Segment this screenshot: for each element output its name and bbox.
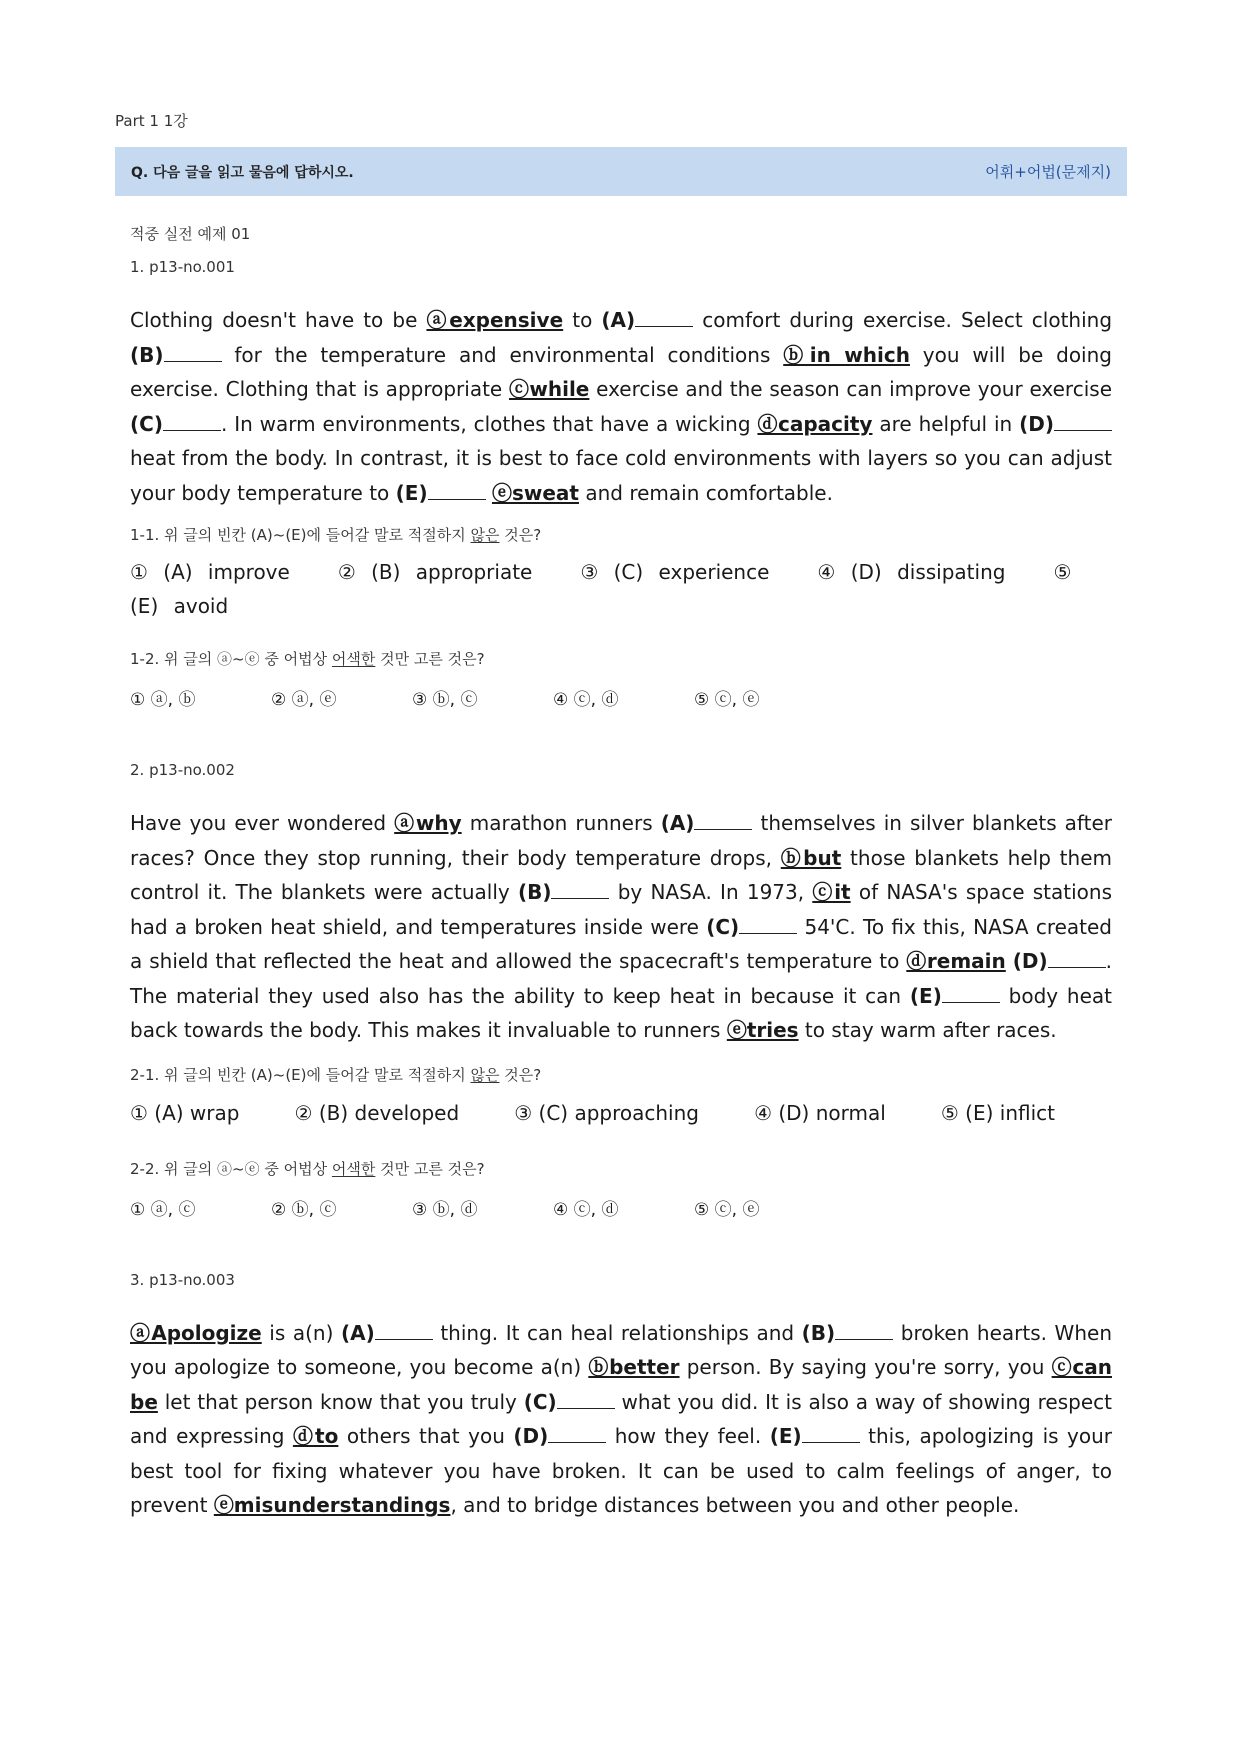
- blank-label: (A): [660, 811, 695, 835]
- answer-blank: [694, 813, 752, 830]
- answer-choices: [130, 555, 1112, 623]
- worksheet-content: [130, 222, 1112, 1523]
- blank-label: (B): [130, 342, 164, 367]
- answer-blank: [375, 1323, 433, 1340]
- answer-blank: [164, 345, 222, 362]
- answer-choice: ⑤ (E) inflict: [940, 1100, 1055, 1125]
- passage-text: ⓐApologize is a(n) (A) thing. It can heal relationships and (B) broken hearts. When you apologize to someone, you become a(n) ⓑbetter person. By saying you're sorry, you ⓒcan be let that person know that you truly (C) what you did. It is also a way of showing respect and expressing ⓓto others that you (D) how they feel. (E) this, apologizing is your best tool for fixing whatever you have broken. It can be used to calm feelings of anger, to prevent ⓔmisunderstandings, and to bridge distances between you and other people.: [130, 1320, 1113, 1517]
- answer-choice: ① (A) wrap: [130, 1100, 240, 1125]
- answer-choice: ④ ⓒ, ⓓ: [553, 690, 619, 710]
- answer-blank: [548, 1426, 606, 1443]
- passage-text: Have you ever wondered ⓐwhy marathon runners (A) themselves in silver blankets after races? Once they stop running, their body temperature drops, ⓑbut those blankets help them control it. The blankets were actually (B) by NASA. In 1973, ⓒit of NASA's space stations had a broken heat shield, and temperatures inside were (C) 54'C. To fix this, NASA created a shield that reflected the heat and allowed the spacecraft's temperature to ⓓremain (D) . The material they used also has the ability to keep heat in because it can (E) body heat back towards the body. This makes it invaluable to runners ⓔtries to stay warm after races.: [130, 811, 1113, 1042]
- answer-choice: ④ ⓒ, ⓓ: [553, 1199, 619, 1220]
- blank-label: (E): [395, 480, 428, 505]
- marked-word: ⓓto: [292, 1424, 339, 1448]
- answer-blank: [1048, 951, 1106, 968]
- marked-word: ⓐApologize: [130, 1320, 262, 1345]
- marked-word: ⓓcapacity: [757, 411, 873, 436]
- set-title: 적중 실전 예제 01: [130, 225, 251, 243]
- marked-word: ⓑbut: [780, 845, 842, 870]
- blank-label: (D): [513, 1424, 549, 1448]
- blank-label: (A): [340, 1320, 375, 1345]
- emphasis-word: 않은: [470, 1065, 500, 1084]
- blank-label: (B): [801, 1320, 836, 1345]
- sub-question-prompt: 1-1. 위 글의 빈칸 (A)~(E)에 들어갈 말로 적절하지 않은 것은?: [130, 526, 542, 544]
- emphasis-word: 어색한: [331, 650, 376, 668]
- answer-choice: ⑤ ⓒ, ⓔ: [694, 1199, 760, 1220]
- answer-choice: ④ (D) dissipating: [817, 560, 1006, 584]
- answer-blank: [739, 917, 797, 934]
- blank-label: (C): [706, 914, 740, 939]
- answer-choice: ③ (C) approaching: [514, 1100, 699, 1125]
- emphasis-word: 않은: [470, 526, 500, 544]
- marked-word: ⓒwhile: [508, 377, 590, 401]
- sub-question-prompt: 2-1. 위 글의 빈칸 (A)~(E)에 들어갈 말로 적절하지 않은 것은?: [130, 1065, 542, 1084]
- worksheet-type-tag: 어휘+어법(문제지): [985, 163, 1111, 181]
- answer-blank: [1054, 414, 1112, 431]
- answer-choice: ⑤ (E) avoid: [130, 560, 1072, 618]
- answer-choice: ③ ⓑ, ⓒ: [412, 690, 478, 710]
- marked-word: ⓓremain: [906, 949, 1006, 973]
- answer-choice: ① ⓐ, ⓒ: [130, 1199, 196, 1220]
- sub-question-prompt: 2-2. 위 글의 ⓐ~ⓔ 중 어법상 어색한 것만 고른 것은?: [130, 1159, 485, 1178]
- marked-word: ⓒcan be: [130, 1355, 1113, 1414]
- emphasis-word: 어색한: [331, 1159, 376, 1178]
- answer-blank: [942, 986, 1000, 1003]
- answer-choices: [130, 1101, 1055, 1125]
- answer-blank: [163, 414, 221, 431]
- passage-text: Clothing doesn't have to be ⓐexpensive to (A) comfort during exercise. Select clothing (B) for the temperature and environmental conditions ⓑin which you will be doing exercise. Clothing that is appropriate ⓒwhile exercise and the season can improve your exercise (C) . In warm environments, clothes that have a wicking ⓓcapacity are helpful in (D) heat from the body. In contrast, it is best to face cold environments with layers so you can adjust your body temperature to (E) ⓔsweat and remain comfortable.: [130, 308, 1113, 505]
- blank-label: (D): [1012, 949, 1048, 973]
- answer-choices: [130, 1195, 1112, 1220]
- blank-label: (E): [769, 1424, 802, 1448]
- answer-choice: ② (B) appropriate: [337, 560, 533, 584]
- answer-blank: [557, 1392, 615, 1409]
- question-number: 2. p13-no.002: [130, 761, 235, 779]
- marked-word: ⓔtries: [726, 1018, 799, 1042]
- answer-choice: ① ⓐ, ⓑ: [130, 690, 196, 710]
- answer-choice: ⑤ ⓒ, ⓔ: [694, 690, 760, 710]
- answer-choice: ③ ⓑ, ⓓ: [412, 1199, 478, 1220]
- answer-choice: ① (A) improve: [130, 560, 290, 584]
- marked-word: ⓑbetter: [588, 1355, 680, 1379]
- question-number: 1. p13-no.001: [130, 258, 235, 276]
- answer-blank: [835, 1323, 893, 1340]
- marked-word: ⓐexpensive: [426, 308, 564, 332]
- blank-label: (D): [1019, 411, 1054, 436]
- blank-label: (C): [130, 411, 163, 436]
- answer-choice: ④ (D) normal: [754, 1100, 886, 1125]
- answer-choice: ② ⓑ, ⓒ: [271, 1199, 337, 1220]
- blank-label: (C): [523, 1389, 557, 1414]
- blank-label: (B): [517, 880, 552, 904]
- answer-choices: [130, 685, 1112, 710]
- marked-word: ⓔmisunderstandings: [213, 1493, 451, 1517]
- answer-blank: [802, 1426, 860, 1443]
- answer-choice: ② ⓐ, ⓔ: [271, 690, 337, 710]
- sub-question-prompt: 1-2. 위 글의 ⓐ~ⓔ 중 어법상 어색한 것만 고른 것은?: [130, 650, 485, 668]
- answer-choice: ② (B) developed: [294, 1100, 460, 1125]
- marked-word: ⓐwhy: [394, 811, 462, 835]
- marked-word: ⓒit: [812, 880, 851, 904]
- instruction-text: Q. 다음 글을 읽고 물음에 답하시오.: [131, 164, 354, 181]
- answer-blank: [428, 483, 486, 500]
- blank-label: (E): [909, 983, 942, 1008]
- answer-blank: [551, 882, 609, 899]
- instruction-banner: [115, 147, 1127, 196]
- marked-word: ⓔsweat: [491, 480, 579, 505]
- question-number: 3. p13-no.003: [130, 1270, 235, 1289]
- answer-blank: [635, 310, 693, 327]
- blank-label: (A): [601, 308, 636, 332]
- marked-word: ⓑin which: [783, 342, 910, 367]
- answer-choice: ③ (C) experience: [580, 560, 770, 584]
- page-label: Part 1 1강: [115, 112, 188, 130]
